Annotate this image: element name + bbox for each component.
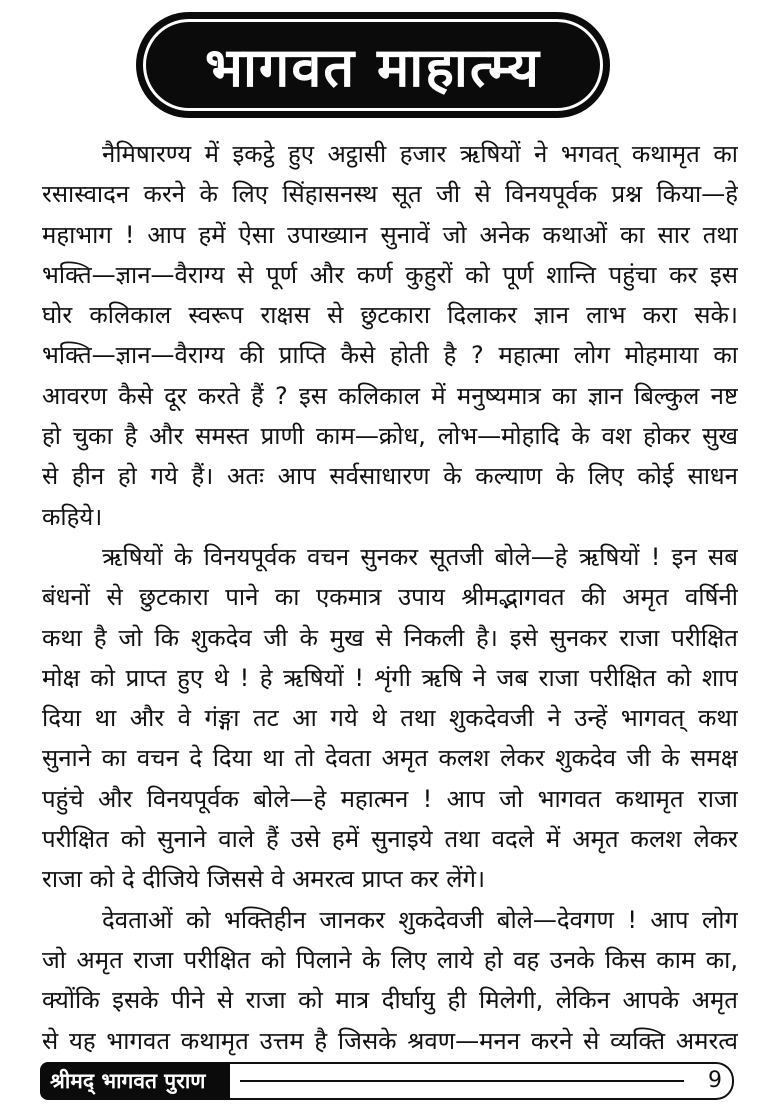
text-line: बंधनों से छुटकारा पाने का एकमात्र उपाय श्रीमद्भागवत की अमृत वर्षिनी	[42, 583, 738, 612]
text-line: से हीन हो गये हैं। अतः आप सर्वसाधारण के कल्याण के लिए कोई साधन	[42, 462, 738, 491]
text-line: भक्ति—ज्ञान—वैराग्य की प्राप्ति कैसे होती है ? महात्मा लोग मोहमाया का	[42, 341, 738, 370]
footer-rule	[240, 1080, 684, 1082]
text-line: क्योंकि इसके पीने से राजा को मात्र दीर्घायु ही मिलेगी, लेकिन आपके अमृत	[42, 986, 738, 1015]
text-line: भक्ति—ज्ञान—वैराग्य से पूर्ण और कर्ण कुहुरों को पूर्ण शान्ति पहुंचा कर इस	[42, 260, 738, 289]
text-line: देवताओं को भक्तिहीन जानकर शुकदेवजी बोले—देवगण ! आप लोग	[102, 905, 738, 934]
text-line: मोक्ष को प्राप्त हुए थे ! हे ऋषियों ! शृंगी ऋषि ने जब राजा परीक्षित को शाप	[42, 663, 738, 692]
text-line: नैमिषारण्य में इकट्ठे हुए अट्ठासी हजार ऋषियों ने भगवत् कथामृत का	[102, 140, 738, 168]
text-line: परीक्षित को सुनाने वाले हैं उसे हमें सुनाइये तथा वदले में अमृत कलश लेकर	[42, 825, 738, 854]
text-line: कहिये।	[42, 502, 103, 531]
text-line: जो अमृत राजा परीक्षित को पिलाने के लिए लाये हो वह उनके किस काम का,	[42, 945, 738, 974]
text-line: कथा है जो कि शुकदेव जी के मुख से निकली है। इसे सुनकर राजा परीक्षित	[42, 623, 738, 652]
page-title: भागवत माहात्म्य	[204, 36, 541, 99]
text-line: रसास्वादन करने के लिए सिंहासनस्थ सूत जी से विनयपूर्वक प्रश्न किया—हे	[42, 180, 738, 209]
text-line: हो चुका है और समस्त प्राणी काम—क्रोध, लोभ—मोहादि के वश होकर सुख	[42, 422, 738, 451]
body-text	[42, 134, 738, 1061]
footer-book-title: श्रीमद् भागवत पुराण	[40, 1062, 230, 1100]
text-line: दिया था और वे गंङ्गा तट आ गये थे तथा शुकदेवजी ने उन्हें भागवत् कथा	[42, 704, 738, 733]
title-banner-border	[143, 19, 603, 111]
text-line: घोर कलिकाल स्वरूप राक्षस से छुटकारा दिलाकर ज्ञान लाभ करा सके।	[42, 301, 738, 330]
text-line: महाभाग ! आप हमें ऐसा उपाख्यान सुनावें जो अनेक कथाओं का सार तथा	[42, 220, 738, 249]
title-banner	[136, 12, 610, 118]
page-number: 9	[708, 1068, 722, 1093]
text-line: सुनाने का वचन दे दिया था तो देवता अमृत कलश लेकर शुकदेव जी के समक्ष	[42, 744, 738, 773]
text-line: ऋषियों के विनयपूर्वक वचन सुनकर सूतजी बोले—हे ऋषियों ! इन सब	[102, 542, 738, 571]
footer	[40, 1062, 734, 1100]
text-line: आवरण कैसे दूर करते हैं ? इस कलिकाल में मनुष्यमात्र का ज्ञान बिल्कुल नष्ट	[42, 381, 738, 410]
text-line: पहुंचे और विनयपूर्वक बोले—हे महात्मन ! आप जो भागवत कथामृत राजा	[42, 784, 738, 813]
text-line: राजा को दे दीजिये जिससे वे अमरत्व प्राप्त कर लेंगे।	[42, 865, 486, 894]
text-line: से यह भागवत कथामृत उत्तम है जिसके श्रवण—मनन करने से व्यक्ति अमरत्व	[42, 1026, 738, 1055]
